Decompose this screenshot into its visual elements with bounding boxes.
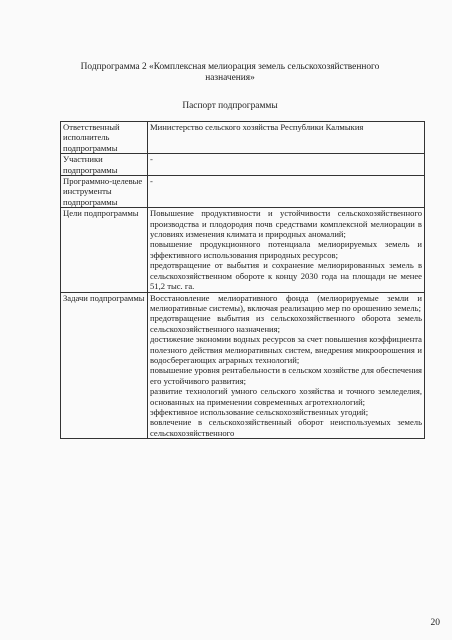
value-paragraph: эффективное использование сельскохозяйственных угодий; xyxy=(150,406,369,417)
value-paragraph: Министерство сельского хозяйства Республики Калмыкия xyxy=(150,122,364,132)
value-paragraph: вовлечение в сельскохозяйственный оборот неиспользуемых земель сельскохозяйственного xyxy=(150,417,422,438)
value-paragraph: - xyxy=(150,154,153,165)
subprogram-title: Подпрограмма 2 «Комплексная мелиорация земель сельскохозяйственного назначения» xyxy=(80,62,380,83)
table-row xyxy=(61,176,425,208)
row-label: Цели подпрограммы xyxy=(61,208,148,292)
value-paragraph: Повышение продуктивности и устойчивости сельскохозяйственного производства и плодородия почв средствами комплексной мелиорации в условиях изменения климата и природных аномалий; xyxy=(150,208,422,240)
row-value xyxy=(148,122,425,154)
value-paragraph: повышение продукционного потенциала мелиорируемых земель и эффективного использования природных ресурсов; xyxy=(150,239,422,260)
page-number: 20 xyxy=(430,618,440,628)
row-label: Программно-целевые инструменты подпрограммы xyxy=(61,176,148,208)
row-label: Задачи подпрограммы xyxy=(61,292,148,439)
value-paragraph: Восстановление мелиоративного фонда (мелиорируемые земли и мелиоративные системы), включая реализацию мер по орошению земель; xyxy=(150,292,422,313)
row-value xyxy=(148,176,425,208)
value-paragraph: развитие технологий умного сельского хозяйства и точного земледелия, основанных на применении современных агротехнологий; xyxy=(150,386,422,407)
value-paragraph: предотвращение выбытия из сельскохозяйственного оборота земель сельскохозяйственного назначения; xyxy=(150,313,422,334)
row-label: Участники подпрограммы xyxy=(61,154,148,176)
passport-heading: Паспорт подпрограммы xyxy=(182,101,278,111)
value-paragraph: достижение экономии водных ресурсов за счет повышения коэффициента полезного действия мелиоративных систем, внедрения микроорошения и водосберегающих аграрных технологий; xyxy=(150,334,422,365)
value-paragraph: предотвращение от выбытия и сохранение мелиорированных земель в сельскохозяйственном обороте к концу 2030 года на площади не менее 51,2 тыс. га. xyxy=(150,260,422,292)
value-paragraph: - xyxy=(150,176,153,187)
row-value xyxy=(148,208,425,292)
table-row xyxy=(61,122,425,154)
row-value xyxy=(148,292,425,439)
row-label: Ответственный исполнитель подпрограммы xyxy=(61,122,148,154)
value-paragraph: повышение уровня рентабельности в сельском хозяйстве для обеспечения его устойчивого развития; xyxy=(150,365,422,386)
table-row xyxy=(61,292,425,439)
row-value xyxy=(148,154,425,176)
table-row xyxy=(61,208,425,292)
table-row xyxy=(61,154,425,176)
passport-table xyxy=(60,121,425,439)
